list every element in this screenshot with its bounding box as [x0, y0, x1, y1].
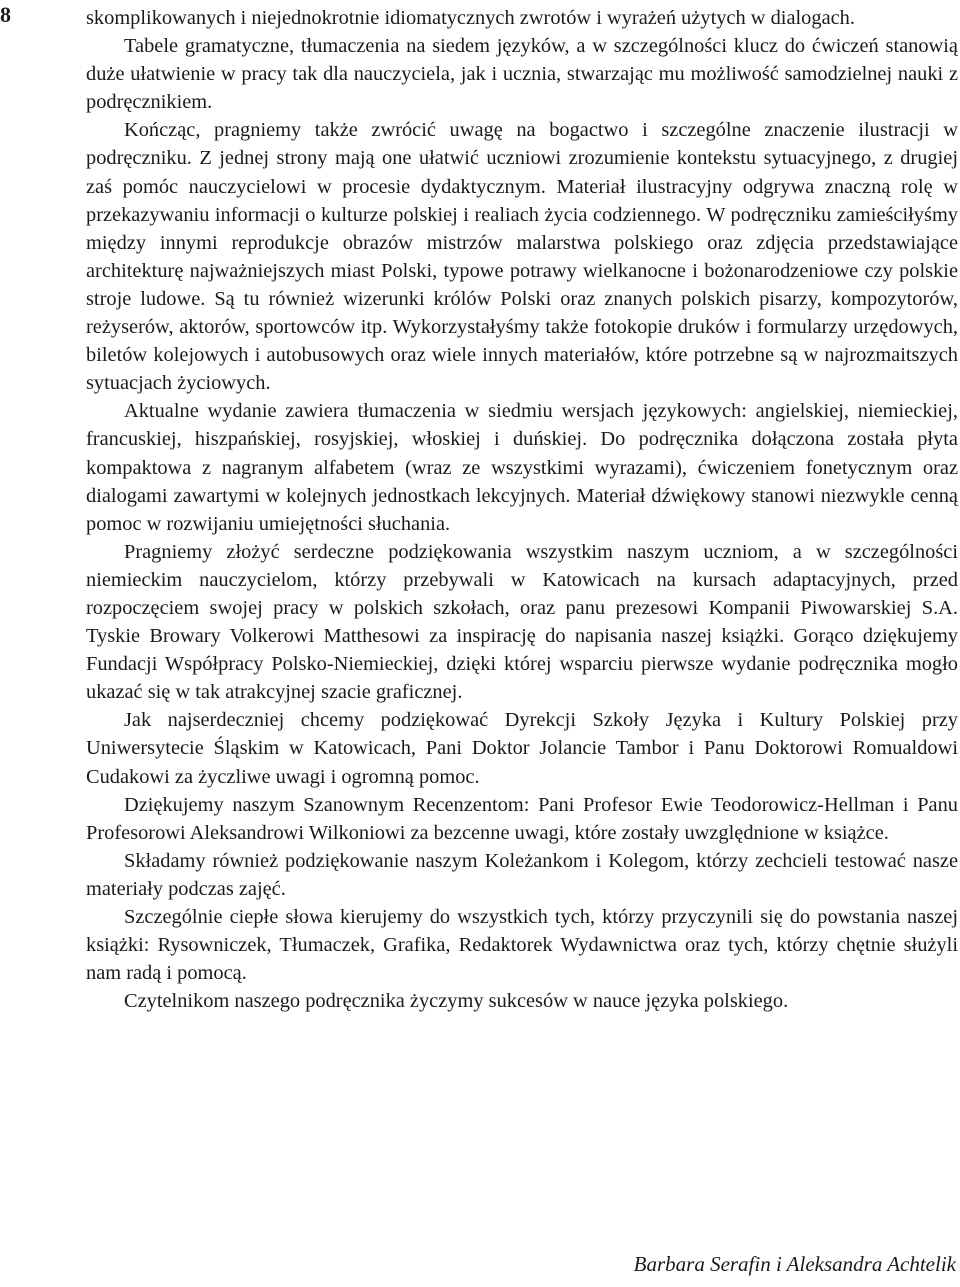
paragraph-current-edition: Aktualne wydanie zawiera tłumaczenia w siedmiu wersjach językowych: angielskiej, niemieckiej, francuskiej, hiszpańskiej, rosyjskiej, włoskiej i duńskiej. Do podręcznika dołączona została płyta kompaktowa z nagranym alfabetem (wraz ze wszystkimi wyrazami), ćwiczeniem fonetycznym oraz dialogami zawartymi w kolejnych jednostkach lekcyjnych. Materiał dźwiękowy stanowi niezwykle cenną pomoc w rozwijaniu umiejętności słuchania. [86, 400, 958, 535]
author-signature: Barbara Serafin i Aleksandra Achtelik [633, 1252, 956, 1276]
paragraph-thanks-reviewers: Dziękujemy naszym Szanownym Recenzentom: Pani Profesor Ewie Teodorowicz-Hellman i Panu Profesorowi Aleksandrowi Wilkoniowi za bezcenne uwagi, które zostały uwzględnione w książce. [86, 793, 958, 844]
body-text [86, 4, 958, 1015]
paragraph-thanks-colleagues: Składamy również podziękowanie naszym Koleżankom i Kolegom, którzy zechcieli testować nasze materiały podczas zajęć. [86, 849, 958, 900]
page-number: 8 [0, 2, 11, 27]
paragraph-continuation: skomplikowanych i niejednokrotnie idiomatycznych zwrotów i wyrażeń użytych w dialogach. [86, 7, 855, 29]
paragraph-illustrations: Kończąc, pragniemy także zwrócić uwagę na bogactwo i szczególne znaczenie ilustracji w podręczniku. Z jednej strony mają one ułatwić uczniowi zrozumienie kontekstu sytuacyjnego, z drugiej zaś pomóc nauczycielowi w procesie dydaktycznym. Materiał ilustracyjny odgrywa znaczną rolę w przekazywaniu informacji o kulturze polskiej i realiach życia codziennego. W podręczniku zamieściłyśmy między innymi reprodukcje obrazów mistrzów malarstwa polskiego oraz zdjęcia przedstawiające architekturę najważniejszych miast Polski, typowe potrawy wielkanocne i bożonarodzeniowe czy polskie stroje ludowe. Są tu również wizerunki królów Polski oraz znanych polskich pisarzy, kompozytorów, reżyserów, aktorów, sportowców itp. Wykorzystałyśmy także fotokopie druków i formularzy urzędowych, biletów kolejowych i autobusowych oraz wiele innych materiałów, które potrzebne są w najrozmaitszych sytuacjach życiowych. [86, 119, 958, 395]
paragraph-thanks-contributors: Szczególnie ciepłe słowa kierujemy do wszystkich tych, którzy przyczynili się do powstania naszej książki: Rysowniczek, Tłumaczek, Grafika, Redaktorek Wydawnictwa oraz tych, którzy chętnie służyli nam radą i pomocą. [86, 906, 958, 985]
paragraph-grammar-tables: Tabele gramatyczne, tłumaczenia na siedem języków, a w szczególności klucz do ćwiczeń stanowią duże ułatwienie w pracy tak dla nauczyciela, jak i ucznia, stwarzając mu możliwość samodzielnej nauki z podręcznikiem. [86, 35, 958, 114]
paragraph-thanks-school: Jak najserdeczniej chcemy podziękować Dyrekcji Szkoły Języka i Kultury Polskiej przy Uniwersytecie Śląskim w Katowicach, Pani Doktor Jolancie Tambor i Panu Doktorowi Romualdowi Cudakowi za życzliwe uwagi i ogromną pomoc. [86, 709, 958, 788]
paragraph-thanks-students: Pragniemy złożyć serdeczne podziękowania wszystkim naszym uczniom, a w szczególności niemieckim nauczycielom, którzy przebywali w Katowicach na kursach adaptacyjnych, przed rozpoczęciem swojej pracy w polskich szkołach, oraz panu prezesowi Kompanii Piwowarskiej S.A. Tyskie Browary Volkerowi Matthesowi za inspirację do napisania naszej książki. Gorąco dziękujemy Fundacji Współpracy Polsko-Niemieckiej, dzięki której wsparciu pierwsze wydanie podręcznika mogło ukazać się w tak atrakcyjnej szacie graficznej. [86, 540, 958, 704]
paragraph-closing-wishes: Czytelnikom naszego podręcznika życzymy sukcesów w nauce języka polskiego. [124, 990, 789, 1013]
